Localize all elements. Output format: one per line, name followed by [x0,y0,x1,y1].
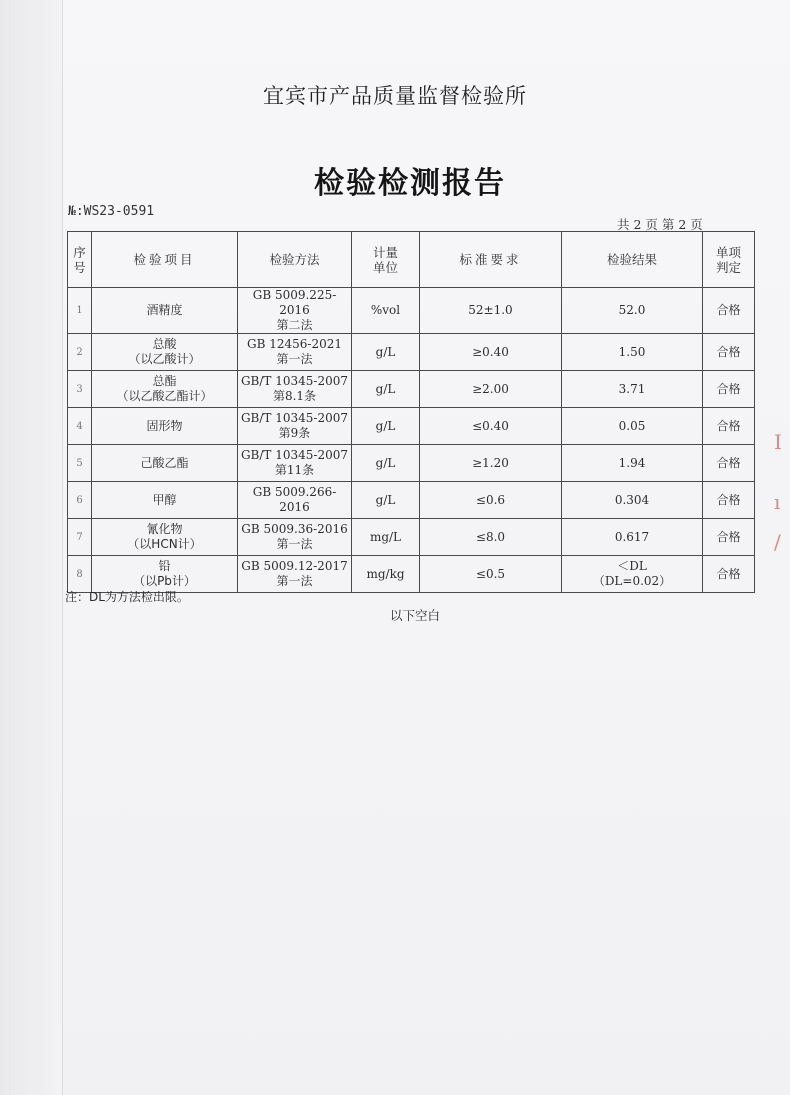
row-index: 7 [68,519,92,556]
row-result: 1.94 [562,445,703,482]
report-title: 检验检测报告 [314,166,506,201]
row-judgment: 合格 [703,334,755,371]
row-item: 甲醇 [92,482,238,519]
row-item: 氰化物 （以HCN计） [92,519,238,556]
row-standard: ≥0.40 [420,334,562,371]
row-index: 2 [68,334,92,371]
header-method: 检验方法 [238,232,352,288]
seal-fragment-mark: ı [774,490,781,514]
row-index: 4 [68,408,92,445]
row-result: 0.617 [562,519,703,556]
row-standard: ≤0.6 [420,482,562,519]
table-row [68,334,755,371]
row-method: GB 5009.12-2017 第一法 [238,556,352,593]
row-item: 总酯 （以乙酸乙酯计） [92,371,238,408]
row-unit: g/L [352,408,420,445]
row-judgment: 合格 [703,482,755,519]
row-result: 3.71 [562,371,703,408]
row-item: 固形物 [92,408,238,445]
table-row [68,288,755,334]
row-result: ＜DL （DL=0.02） [562,556,703,593]
row-standard: ≥2.00 [420,371,562,408]
row-method: GB 12456-2021 第一法 [238,334,352,371]
row-judgment: 合格 [703,519,755,556]
row-unit: mg/L [352,519,420,556]
row-standard: ≤0.5 [420,556,562,593]
row-item: 己酸乙酯 [92,445,238,482]
row-result: 0.05 [562,408,703,445]
table-row [68,556,755,593]
row-unit: g/L [352,482,420,519]
header-index: 序 号 [68,232,92,288]
row-result: 52.0 [562,288,703,334]
row-standard: ≤0.40 [420,408,562,445]
row-method: GB/T 10345-2007 第9条 [238,408,352,445]
header-judgment: 单项 判定 [703,232,755,288]
row-judgment: 合格 [703,445,755,482]
row-method: GB/T 10345-2007 第11条 [238,445,352,482]
header-item: 检验项目 [92,232,238,288]
results-table [67,231,755,593]
report-number: №:WS23-0591 [68,204,155,219]
table-row [68,519,755,556]
organization-name: 宜宾市产品质量监督检验所 [263,84,527,108]
row-index: 1 [68,288,92,334]
row-result: 1.50 [562,334,703,371]
table-row [68,408,755,445]
header-result: 检验结果 [562,232,703,288]
row-index: 5 [68,445,92,482]
table-header-row [68,232,755,288]
row-judgment: 合格 [703,371,755,408]
row-unit: %vol [352,288,420,334]
blank-marker: 以下空白 [389,608,440,623]
table-row [68,482,755,519]
row-item: 铅 （以Pb计） [92,556,238,593]
header-unit: 计量 单位 [352,232,420,288]
row-method: GB/T 10345-2007 第8.1条 [238,371,352,408]
page-info: 共 2 页 第 2 页 [617,217,703,232]
row-result: 0.304 [562,482,703,519]
row-standard: 52±1.0 [420,288,562,334]
row-unit: g/L [352,334,420,371]
row-index: 3 [68,371,92,408]
row-unit: g/L [352,371,420,408]
row-method: GB 5009.266-2016 [238,482,352,519]
row-item: 总酸 （以乙酸计） [92,334,238,371]
row-standard: ≥1.20 [420,445,562,482]
footnote: 注：DL为方法检出限。 [65,590,189,604]
row-index: 8 [68,556,92,593]
row-judgment: 合格 [703,288,755,334]
table-row [68,371,755,408]
seal-fragment-mark: / [774,530,781,554]
row-index: 6 [68,482,92,519]
table-row [68,445,755,482]
row-standard: ≤8.0 [420,519,562,556]
row-unit: mg/kg [352,556,420,593]
header-standard: 标准要求 [420,232,562,288]
row-method: GB 5009.36-2016 第一法 [238,519,352,556]
row-unit: g/L [352,445,420,482]
seal-fragment-mark: I [774,430,782,454]
row-judgment: 合格 [703,408,755,445]
row-judgment: 合格 [703,556,755,593]
row-item: 酒精度 [92,288,238,334]
row-method: GB 5009.225-2016 第二法 [238,288,352,334]
